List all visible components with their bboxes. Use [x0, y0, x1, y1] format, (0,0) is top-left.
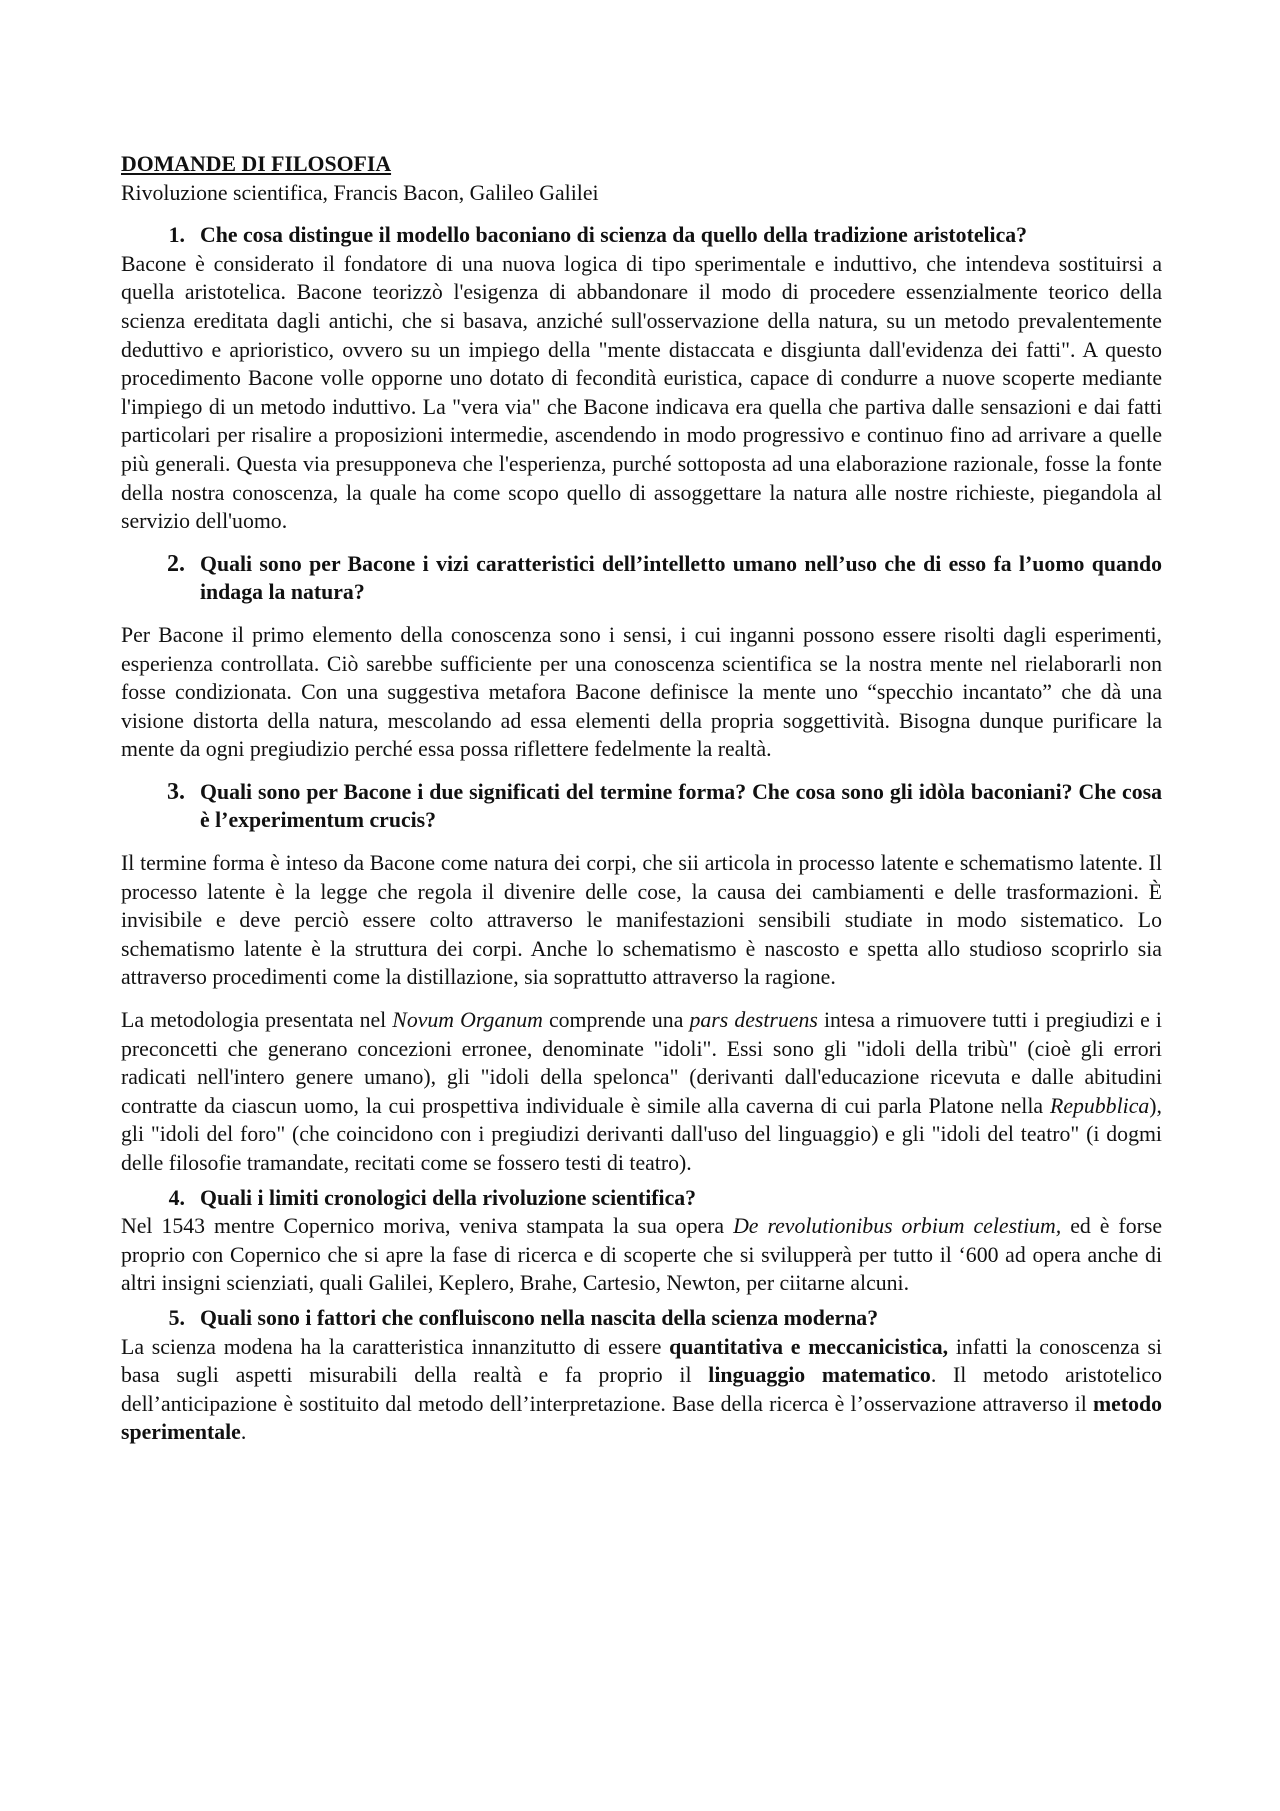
question-number: 5. [168, 1305, 185, 1330]
question-number: 1. [168, 223, 185, 248]
answer-5 [121, 1333, 1162, 1447]
italic-term: pars destruens [689, 1008, 818, 1033]
bold-term: linguaggio matematico [708, 1363, 931, 1388]
question-text: Che cosa distingue il modello baconiano di scienza da quello della tradizione aristotelica? [200, 223, 1028, 248]
page-title: DOMANDE DI FILOSOFIA [121, 152, 392, 176]
answer-3: Il termine forma è inteso da Bacone come natura dei corpi, che sii articola in processo latente e schematismo latente. Il processo latente è la legge che regola il divenire delle cose, la causa dei cambiamenti e delle trasformazioni. È invisibile e deve perciò essere colto attraverso le manifestazioni sensibili studiate in modo sistematico. Lo schematismo latente è la struttura dei corpi. Anche lo schematismo è nascosto e spetta allo studioso scoprirlo sia attraverso procedimenti come la distillazione, sia soprattutto attraverso la ragione. [121, 851, 1162, 990]
text-run: La scienza modena ha la caratteristica innanzitutto di essere [121, 1334, 670, 1359]
page-subtitle: Rivoluzione scientifica, Francis Bacon, Galileo Galilei [121, 180, 599, 205]
answer-2: Per Bacone il primo elemento della conoscenza sono i sensi, i cui inganni possono essere risolti dagli esperimenti, esperienza controllata. Ciò sarebbe sufficiente per una conoscenza scientifica se la nostra mente nel rielaborarli non fosse condizionata. Con una suggestiva metafora Bacone definisce la mente uno “specchio incantato” che dà una visione distorta della natura, mescolando ad essa elementi della propria soggettività. Bisogna dunque purificare la mente da ogni pregiudizio perché essa possa riflettere fedelmente la realtà. [121, 622, 1162, 762]
text-run: . [240, 1420, 247, 1445]
answer-1: Bacone è considerato il fondatore di una nuova logica di tipo sperimentale e induttivo, che intendeva sostituirsi a quella aristotelica. Bacone teorizzò l'esigenza di abbandonare il modo di procedere essenzialmente teorico della scienza ereditata dagli antichi, che si basava, anziché sull'osservazione della natura, su un metodo prevalentemente deduttivo e aprioristico, ovvero su un impiego della "mente distaccata e disgiunta dall'evidenza dei fatti". A questo procedimento Bacone volle opporne uno dotato di fecondità euristica, capace di condurre a nuove scoperte mediante l'impiego di un metodo induttivo. La "vera via" che Bacone indicava era quella che partiva dalle sensazioni e dai fatti particolari per risalire a proposizioni intermedie, ascendendo in modo progressivo e continuo fino ad arrivare a quelle più generali. Questa via presupponeva che l'esperienza, purché sottoposta ad una elaborazione razionale, fosse la fonte della nostra conoscenza, la quale ha come scopo quello di assoggettare la natura alle nostre richieste, piegandola al servizio dell'uomo. [121, 251, 1162, 534]
text-run: Nel 1543 mentre Copernico moriva, veniva stampata la sua opera [121, 1214, 734, 1239]
question-number: 3. [167, 778, 185, 805]
question-4 [121, 1184, 1162, 1213]
question-text: Quali sono per Bacone i due significati del termine forma? Che cosa sono gli idòla baconiani? Che cosa è l’experimentum crucis? [200, 779, 1162, 833]
text-run: infatti la conoscenza si basa sugli aspetti misurabili della realtà e fa proprio il [121, 1334, 1162, 1388]
question-number: 4. [168, 1185, 185, 1210]
italic-title: Novum Organum [392, 1008, 543, 1033]
question-3 [121, 778, 1162, 835]
answer-3-continued [121, 1006, 1162, 1178]
italic-title: Repubblica [1050, 1093, 1150, 1118]
question-text: Quali i limiti cronologici della rivoluzione scientifica? [200, 1185, 697, 1210]
question-text: Quali sono i fattori che confluiscono nella nascita della scienza moderna? [200, 1305, 879, 1330]
question-1 [121, 221, 1162, 250]
text-run: . Il metodo aristotelico dell’anticipazione è sostituito dal metodo dell’interpretazione. Base della ricerca è l’osservazione attraverso il [121, 1363, 1162, 1416]
question-5 [121, 1304, 1162, 1333]
question-text: Quali sono per Bacone i vizi caratteristici dell’intelletto umano nell’uso che di esso fa l’uomo quando indaga la natura? [200, 551, 1162, 605]
text-run: ), gli "idoli del foro" (che coincidono con i pregiudizi derivanti dall'uso del linguaggio) e gli "idoli del teatro" (i dogmi delle filosofie tramandate, recitati come se fossero testi di teatro). [121, 1093, 1162, 1175]
text-run: intesa a rimuovere tutti i pregiudizi e i preconcetti che generano concezioni erronee, denominate "idoli". Essi sono gli "idoli della tribù" (cioè gli errori radicati nell'intero genere umano), gli "idoli della spelonca" (derivanti dall'educazione ricevuta e dalle abitudini contratte da ciascun uomo, la cui prospettiva individuale è simile alla caverna di cui parla Platone nella [121, 1008, 1162, 1118]
text-run: ed è forse proprio con Copernico che si apre la fase di ricerca e di scoperte che si svilupperà per tutto il ‘600 ad opera anche di altri insigni scienziati, quali Galilei, Keplero, Brahe, Cartesio, Newton, per ciitarne alcuni. [121, 1214, 1163, 1296]
answer-4 [121, 1212, 1162, 1298]
text-run: La metodologia presentata nel [121, 1008, 393, 1033]
italic-title: De revolutionibus orbium celestium, [733, 1214, 1062, 1239]
question-2 [121, 550, 1162, 607]
bold-term: metodo sperimentale [121, 1391, 1162, 1445]
text-run: comprende una [542, 1008, 690, 1033]
bold-term: quantitativa e meccanicistica, [669, 1334, 949, 1359]
question-number: 2. [167, 550, 185, 577]
